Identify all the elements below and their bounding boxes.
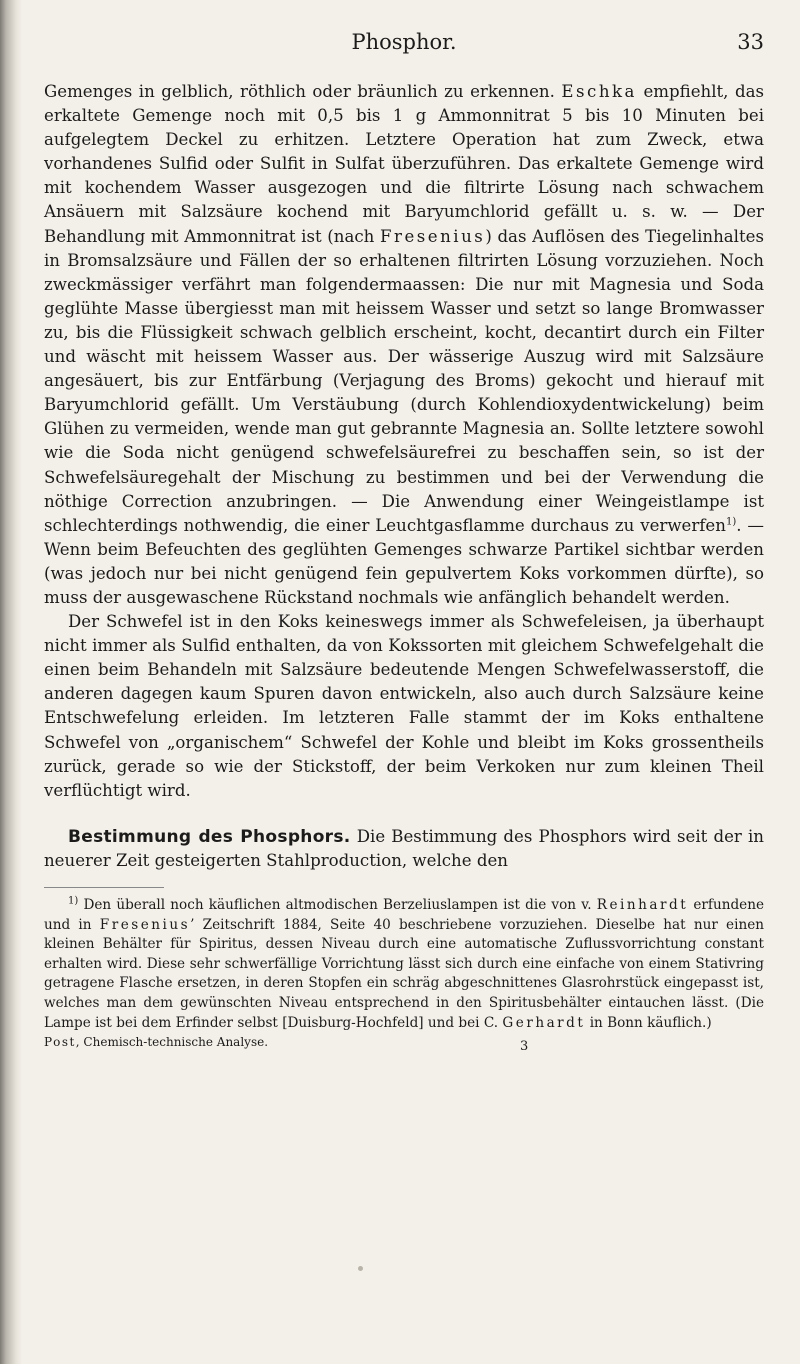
signature-title: , Chemisch-technische Analyse. — [75, 1035, 269, 1050]
signature-author: Post — [44, 1035, 76, 1050]
paragraph-2: Der Schwefel ist in den Koks keineswegs immer als Schwefeleisen, ja überhaupt nicht immer als Sulfid enthalten, da von Kokssorten mit gleichem Schwefelgehalt die einen beim Behandeln mit Salzsäure bedeutende Mengen Schwefelwasserstoff, die anderen dagegen kaum Spuren davon entwickeln, also auch durch Salzsäure keine Entschwefelung erleiden. Im letzteren Falle stammt der im Koks enthaltene Schwefel von „organischem“ Schwefel der Kohle und bleibt im Koks grossentheils zurück, gerade so wie der Stickstoff, der beim Verkoken nur zum kleinen Theil verflüchtigt wird. — [44, 612, 764, 800]
main-text — [44, 80, 764, 873]
author-name-gerhardt: Gerhardt — [502, 1014, 586, 1031]
page-footer — [44, 1035, 764, 1057]
author-name-fresenius: Fresenius — [99, 916, 191, 933]
text-run: empfiehlt, das erkaltete Gemenge noch mit 0,5 bis 1 g Ammonnitrat 5 bis 10 Minuten bei aufgelegtem Deckel zu erhitzen. Letztere Operation hat zum Zweck, etwa vorhandenes Sulfid oder Sulfit in Sulfat überzuführen. Das erkaltete Gemenge wird mit kochendem Wasser ausgezogen und die filtrirte Lösung nach schwachem Ansäuern mit Salzsäure kochend mit Baryumchlorid gefällt u. s. w. — Der Behandlung mit Ammonnitrat ist (nach — [44, 82, 764, 246]
section-gap — [44, 803, 764, 825]
book-page — [44, 30, 764, 1057]
page-title: Phosphor. — [351, 30, 457, 54]
paper-speck — [358, 1266, 363, 1271]
page-number: 33 — [737, 30, 764, 54]
text-run: ) das Auflösen des Tiegelinhaltes in Bromsalzsäure und Fällen der so erhaltenen filtrirten Lösung vorzuziehen. Noch zweckmässiger verfährt man folgendermaassen: Die nur mit Magnesia und Soda geglühte Masse übergiesst man mit heissem Wasser und setzt so lange Bromwasser zu, bis die Flüssigkeit schwach gelblich erscheint, kocht, decantirt durch ein Filter und wäscht mit heissem Wasser aus. Der wässerige Auszug wird mit Salzsäure angesäuert, bis zur Entfärbung (Verjagung des Broms) gekocht und hierauf mit Baryumchlorid gefällt. Um Verstäubung (durch Kohlendioxydentwickelung) beim Glühen zu vermeiden, wende man gut gebrannte Magnesia an. Sollte letztere sowohl wie die Soda nicht genügend schwefelsäurefrei zu beschaffen sein, so ist der Schwefelsäuregehalt der Mischung zu bestimmen und bei der Verwendung die nöthige Correction anzubringen. — Die Anwendung einer Weingeistlampe ist schlechterdings nothwendig, die einer Leuchtgasflamme durchaus zu verwerfen — [44, 226, 764, 535]
sheet-number: 3 — [520, 1039, 529, 1055]
paragraph-1 — [44, 80, 764, 610]
text-run: Den überall noch käuflichen altmodischen Berzeliuslampen ist die von v. — [83, 897, 592, 913]
author-name-eschka: Eschka — [561, 82, 637, 101]
text-run: ’ Zeitschrift 1884, Seite 40 beschriebene vorzuziehen. Dieselbe hat nur einen kleinen Behälter für Spiritus, dessen Niveau durch eine automatische Zuflussvorrichtung constant erhalten wird. Diese sehr schwerfällige Vorrichtung lässt sich durch eine einfache von einem Stativring getragene Flasche ersetzen, in deren Stopfen ein schräg abgeschnittenes Glasrohrstück eingepasst ist, welches man dem gewünschten Niveau entsprechend in den Spiritusbehälter eintauchen lässt. (Die Lampe ist bei dem Erfinder selbst [Duisburg-Hochfeld] und bei C. — [44, 916, 764, 1031]
footnote — [44, 896, 764, 1033]
author-name-reinhardt: Reinhardt — [596, 897, 689, 913]
footnote-marker: 1) — [68, 895, 79, 907]
author-name-fresenius: Fresenius — [380, 226, 486, 246]
footnote-reference[interactable]: 1) — [725, 516, 737, 528]
footnote-paragraph — [44, 896, 764, 1033]
section-paragraph — [44, 825, 764, 873]
section-heading: Bestimmung des Phosphors. — [68, 826, 351, 847]
scan-edge-shadow — [0, 0, 22, 1364]
text-run: . — Wenn beim Befeuchten des geglühten Gemenges schwarze Partikel sichtbar werden (was jedoch nur bei nicht genügend fein gepulvertem Koks vorkommen dürfte), so muss der ausgewaschene Rückstand nochmals wie anfänglich behandelt werden. — [44, 515, 764, 607]
text-run: in Bonn käuflich.) — [589, 1014, 712, 1031]
running-header — [44, 30, 764, 64]
section-text: Die Bestimmung des Phosphors wird seit der in neuerer Zeit gesteigerten Stahlproduction, welche den — [44, 826, 764, 870]
signature-line — [44, 1035, 268, 1049]
text-run: Gemenges in gelblich, röthlich oder bräunlich zu erkennen. — [44, 82, 555, 101]
text-run: erfundene und in — [44, 897, 765, 933]
footnote-rule — [44, 887, 164, 888]
